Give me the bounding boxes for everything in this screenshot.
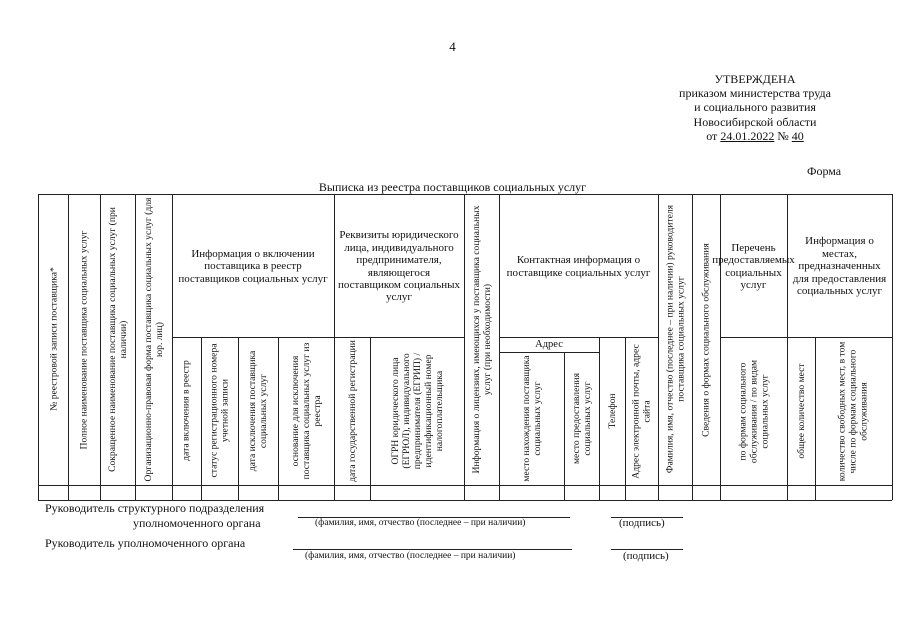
fio-hint-2: (фамилия, имя, отчество (последнее – при наличии) <box>305 551 516 561</box>
header-legal-form: Организационно-правовая форма поставщика социальных услуг (для юр. лиц) <box>142 197 165 482</box>
sub-service-place: место предоставления социальных услуг <box>570 372 593 465</box>
sub-free-places: количество свободных мест, в том числе по формам социального обслуживания <box>836 341 870 482</box>
sub-location: место нахождения поставщика социальных услуг <box>520 355 543 482</box>
approval-number-prefix: № <box>774 128 792 143</box>
header-head-name: Фамилия, имя, отчество (последнее – при наличии) руководителя поставщика социальных услуг <box>664 204 687 474</box>
sub-services-by-form: по формам социального обслуживания / по видам социальных услуг <box>737 359 771 464</box>
table-border-right <box>892 194 893 500</box>
fio-line-2 <box>293 549 572 550</box>
header-full-name: Полное наименование поставщика социальных услуг <box>78 230 89 450</box>
group-services-list: Перечень предоставляемых социальных услуг <box>712 241 795 291</box>
sub-address: Адрес <box>535 338 563 350</box>
sub-inclusion-date: дата включения в реестр <box>180 360 192 461</box>
approval-number: 40 <box>791 128 804 143</box>
header-licenses: Информация о лицензиях, имеющихся у поставщика социальных услуг (при необходимости) <box>470 205 493 474</box>
page-number: 4 <box>449 39 456 54</box>
sub-phone: Телефон <box>606 393 618 429</box>
authority-head-label: Руководитель уполномоченного органа <box>45 536 246 550</box>
sub-exclusion-reason: основание для исключения поставщика социальных услуг из реестра <box>289 342 323 480</box>
sub-state-registration-date: дата государственной регистрации <box>346 340 358 482</box>
approval-date: 24.01.2022 <box>720 128 775 143</box>
sign-hint-1: (подпись) <box>619 517 665 529</box>
header-registry-number: № реестровой записи поставщика* <box>48 267 59 411</box>
header-short-name: Сокращенное наименование поставщика социальных услуг (при наличии) <box>106 207 129 472</box>
sub-email-site: Адрес электронной почты, адрес сайта <box>630 344 652 479</box>
sub-ogrn-inn: ОГРН юридического лица (ЕГРЮЛ), индивидуального предпринимателя (ЕГРИП) / идентификационный номер налогоплательщика <box>389 352 445 470</box>
group-contacts: Контактная информация о поставщике социальных услуг <box>506 254 651 279</box>
group-inclusion-info: Информация о включении поставщика в реестр поставщиков социальных услуг <box>178 247 328 285</box>
approval-order: приказом министерства труда <box>679 86 831 101</box>
approval-region: Новосибирской области <box>693 114 817 129</box>
approval-ministry: и социального развития <box>694 100 816 115</box>
struct-head-label-1: Руководитель структурного подразделения <box>45 501 265 515</box>
approval-date-prefix: от <box>706 128 721 143</box>
group-places-info: Информация о местах, предназначенных для предоставления социальных услуг <box>792 235 887 298</box>
document-title: Выписка из реестра поставщиков социальных услуг <box>318 180 587 194</box>
form-label: Форма <box>807 164 842 178</box>
approval-block <box>655 72 855 143</box>
sub-exclusion-date: дата исключения поставщика социальных услуг <box>247 350 269 472</box>
sub-registration-status: статус регистрационного номера учетной записи <box>208 343 230 478</box>
header-service-forms: Сведения о формах социального обслуживания <box>700 243 711 437</box>
approval-date-line <box>655 129 855 143</box>
sign-hint-2: (подпись) <box>623 550 669 562</box>
sub-total-places: общее количество мест <box>795 363 807 459</box>
fio-hint-1: (фамилия, имя, отчество (последнее – при наличии) <box>315 518 526 528</box>
approval-title: УТВЕРЖДЕНА <box>714 72 796 86</box>
group-requisites: Реквизиты юридического лица, индивидуального предпринимателя, являющегося поставщиком социальных услуг <box>337 229 461 304</box>
struct-head-label-2: уполномоченного органа <box>133 516 261 530</box>
